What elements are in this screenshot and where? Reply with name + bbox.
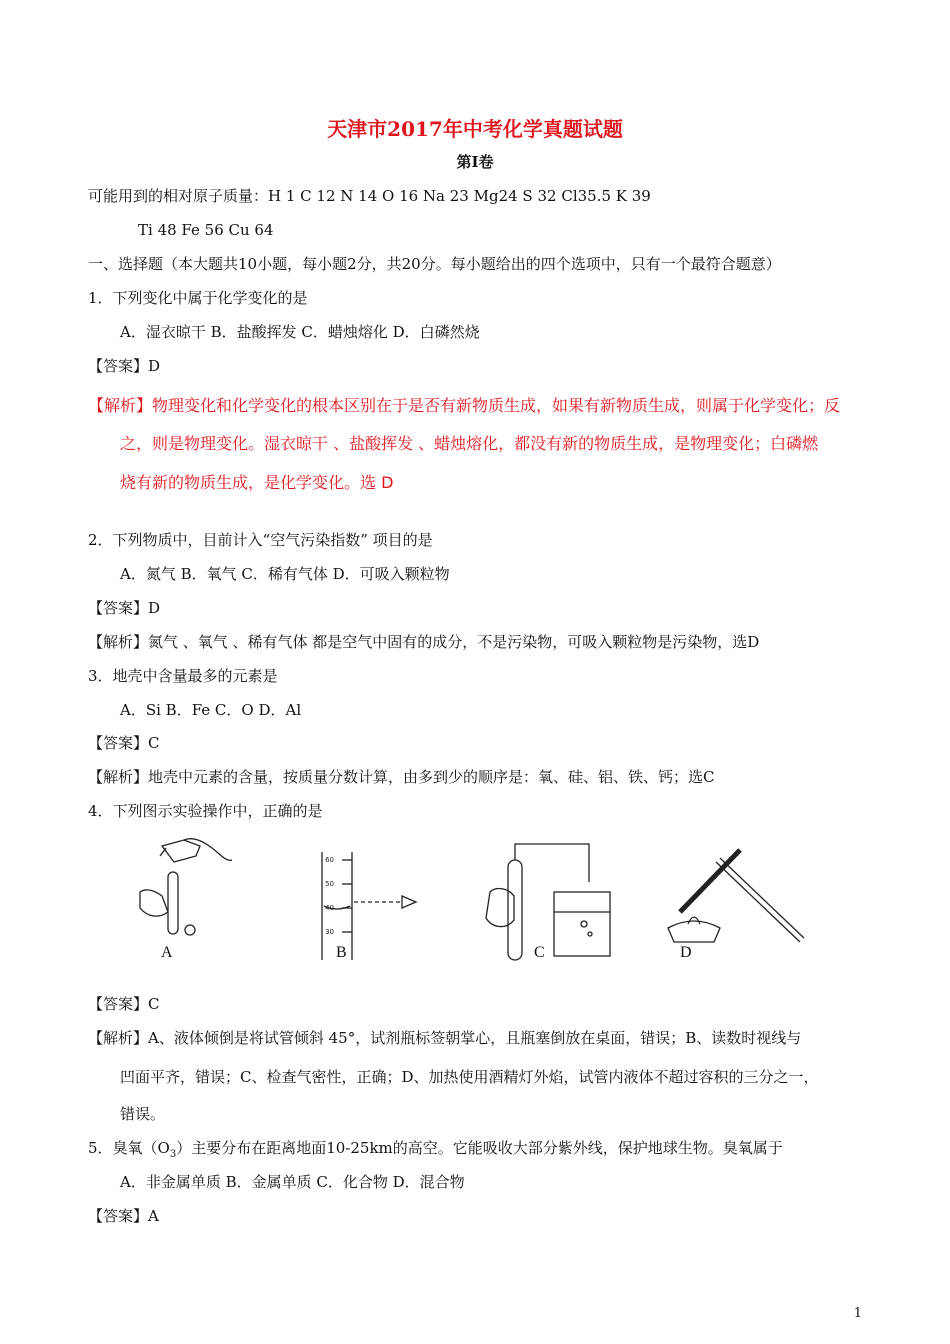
question-4-analysis-line2: 凹面平齐，错误；C、检查气密性，正确；D、加热使用酒精灯外焰，试管内液体不超过容积的三分之一， (120, 1068, 819, 1086)
page-number: 1 (853, 1306, 862, 1321)
section-volume-title: 第I卷 (456, 153, 494, 171)
question-3-answer: 【答案】C (88, 734, 160, 752)
question-5-stem-pre: 5．臭氧（O (88, 1139, 170, 1157)
cylinder-tick-50: 50 (325, 880, 334, 888)
question-1-stem: 1．下列变化中属于化学变化的是 (88, 289, 308, 307)
atomic-masses-line2: Ti 48 Fe 56 Cu 64 (138, 221, 274, 239)
question-1-analysis-line3: 烧有新的物质生成，是化学变化。选 D (120, 473, 394, 492)
question-5-answer: 【答案】A (88, 1207, 159, 1225)
question-4-analysis-line1: 【解析】A、液体倾倒是将试管倾斜 45°，试剂瓶标签朝掌心，且瓶塞倒放在桌面，错误；B、读数时视线与 (88, 1029, 802, 1047)
question-2-answer: 【答案】D (88, 599, 161, 617)
figure-d-heating-drawing (668, 850, 804, 942)
question-5-stem-post: ）主要分布在距离地面10-25km的高空。它能吸收大部分紫外线，保护地球生物。臭氧属于 (176, 1139, 783, 1157)
question-5-stem (88, 1138, 783, 1165)
question-4-answer: 【答案】C (88, 995, 160, 1013)
figure-a-pouring-drawing (140, 839, 232, 935)
cylinder-tick-40: 40 (325, 904, 334, 912)
question-1-answer: 【答案】D (88, 357, 161, 375)
question-1-analysis-line1: 【解析】物理变化和化学变化的根本区别在于是否有新物质生成，如果有新物质生成，则属于化学变化；反 (88, 396, 841, 415)
figure-label-c: C (534, 944, 545, 961)
question-1-options: A．湿衣晾干 B．盐酸挥发 C．蜡烛熔化 D．白磷然烧 (120, 323, 480, 341)
question-3-options: A．Si B．Fe C．O D．Al (120, 701, 302, 719)
figure-c-airtight-check-drawing (486, 844, 610, 960)
question-4-stem: 4．下列图示实验操作中，正确的是 (88, 802, 323, 820)
atomic-masses-line1: 可能用到的相对原子质量：H 1 C 12 N 14 O 16 Na 23 Mg24 S 32 Cl35.5 K 39 (88, 187, 651, 205)
question-5-options: A．非金属单质 B．金属单质 C．化合物 D．混合物 (120, 1173, 465, 1191)
figure-label-d: D (680, 944, 692, 961)
question-2-stem: 2．下列物质中，目前计入“空气污染指数” 项目的是 (88, 531, 433, 549)
cylinder-tick-60: 60 (325, 856, 334, 864)
question-3-analysis: 【解析】地壳中元素的含量，按质量分数计算，由多到少的顺序是：氧、硅、铝、铁、钙；选C (88, 768, 715, 786)
ozone-subscript: 3 (169, 1149, 177, 1160)
question-4-analysis-line3: 错误。 (120, 1105, 166, 1123)
page-title: 天津市2017年中考化学真题试题 (327, 117, 623, 141)
question-1-analysis-line2: 之，则是物理变化。湿衣晾干 、盐酸挥发 、蜡烛熔化，都没有新的物质生成，是物理变化；白磷燃 (120, 434, 819, 453)
question-2-analysis: 【解析】氮气 、氧气 、稀有气体 都是空气中固有的成分，不是污染物，可吸入颗粒物是污染物，选D (88, 633, 760, 651)
figure-label-a: A (161, 944, 173, 961)
section-heading: 一、选择题（本大题共10小题，每小题2分，共20分。每小题给出的四个选项中，只有一个最符合题意） (88, 255, 781, 273)
cylinder-tick-30: 30 (325, 928, 334, 936)
question-2-options: A．氮气 B．氧气 C．稀有气体 D．可吸入颗粒物 (120, 565, 450, 583)
lab-figure-drawing (120, 832, 840, 966)
question-3-stem: 3．地壳中含量最多的元素是 (88, 667, 278, 685)
figure-label-b: B (336, 944, 347, 961)
lab-operations-figure (120, 832, 840, 966)
